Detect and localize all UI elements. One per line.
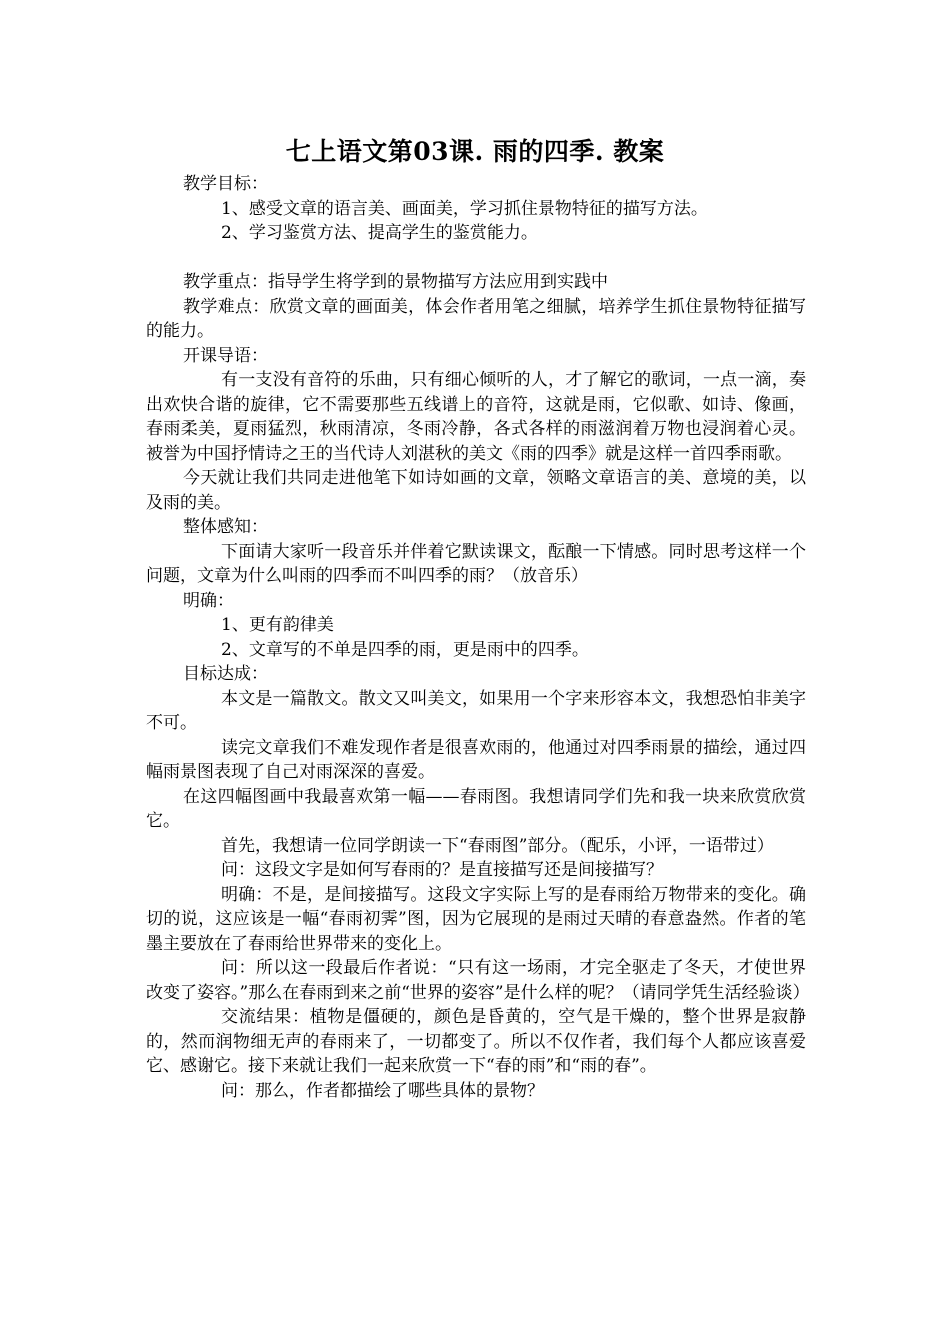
- paragraph: 1、感受文章的语言美、画面美，学习抓住景物特征的描写方法。: [221, 198, 708, 219]
- paragraph: 今天就让我们共同走进他笔下如诗如画的文章，领略文章语言的美、意境的美，以及雨的美。: [146, 468, 806, 513]
- paragraph: 教学难点：欣赏文章的画面美，体会作者用笔之细腻，培养学生抓住景物特征描写的能力。: [146, 296, 806, 341]
- paragraph: 开课导语：: [183, 345, 268, 366]
- paragraph: 有一支没有音符的乐曲，只有细心倾听的人，才了解它的歌词，一点一滴，奏出欢快合谐的旋律，它不需要那些五线谱上的音符，这就是雨，它似歌、如诗、像画，春雨柔美，夏雨猛烈，秋雨清凉，冬雨冷静，各式各样的雨滋润着万物也浸润着心灵。被誉为中国抒情诗之王的当代诗人刘湛秋的美文《雨的四季》就是这样一首四季雨歌。: [146, 370, 806, 464]
- document-title: 七上语文第03课. 雨的四季. 教案: [285, 137, 665, 166]
- paragraph: 明确：: [183, 590, 234, 611]
- paragraph: 首先，我想请一位同学朗读一下“春雨图”部分。（配乐，小评，一语带过）: [221, 835, 774, 856]
- paragraph: 问：所以这一段最后作者说：“只有这一场雨，才完全驱走了冬天，才使世界改变了姿容。”那么在春雨到来之前“世界的姿容”是什么样的呢？（请同学凭生活经验谈）: [146, 958, 810, 1003]
- paragraph: 本文是一篇散文。散文又叫美文，如果用一个字来形容本文，我想恐怕非美字不可。: [146, 688, 806, 733]
- paragraph: 2、学习鉴赏方法、提高学生的鉴赏能力。: [221, 223, 538, 243]
- paragraph: 交流结果：植物是僵硬的，颜色是昏黄的，空气是干燥的，整个世界是寂静的，然而润物细无声的春雨来了，一切都变了。所以不仅作者，我们每个人都应该喜爱它、感谢它。接下来就让我们一起来欣赏一下“春的雨”和“雨的春”。: [146, 1007, 806, 1076]
- paragraph: 目标达成：: [183, 664, 268, 684]
- paragraph: 下面请大家听一段音乐并伴着它默读课文，酝酿一下情感。同时思考这样一个问题，文章为什么叫雨的四季而不叫四季的雨？（放音乐）: [146, 541, 806, 586]
- paragraph: 问：那么，作者都描绘了哪些具体的景物？: [221, 1080, 544, 1101]
- paragraph: 读完文章我们不难发现作者是很喜欢雨的，他通过对四季雨景的描绘，通过四幅雨景图表现了自己对雨深深的喜爱。: [146, 737, 806, 782]
- paragraph: 教学目标：: [183, 174, 268, 194]
- blank-line: [146, 246, 806, 271]
- document-body: [146, 172, 810, 1103]
- paragraph: 明确：不是，是间接描写。这段文字实际上写的是春雨给万物带来的变化。确切的说，这应该是一幅“春雨初霁”图，因为它展现的是雨过天晴的春意盎然。作者的笔墨主要放在了春雨给世界带来的变化上。: [146, 884, 806, 954]
- paragraph: 2、文章写的不单是四季的雨，更是雨中的四季。: [221, 639, 589, 660]
- paragraph: 在这四幅图画中我最喜欢第一幅——春雨图。我想请同学们先和我一块来欣赏欣赏它。: [146, 786, 806, 831]
- paragraph: 整体感知：: [183, 517, 268, 537]
- paragraph: 问：这段文字是如何写春雨的？是直接描写还是间接描写？: [221, 860, 663, 880]
- paragraph: 教学重点：指导学生将学到的景物描写方法应用到实践中: [183, 272, 608, 292]
- paragraph: 1、更有韵律美: [221, 615, 334, 635]
